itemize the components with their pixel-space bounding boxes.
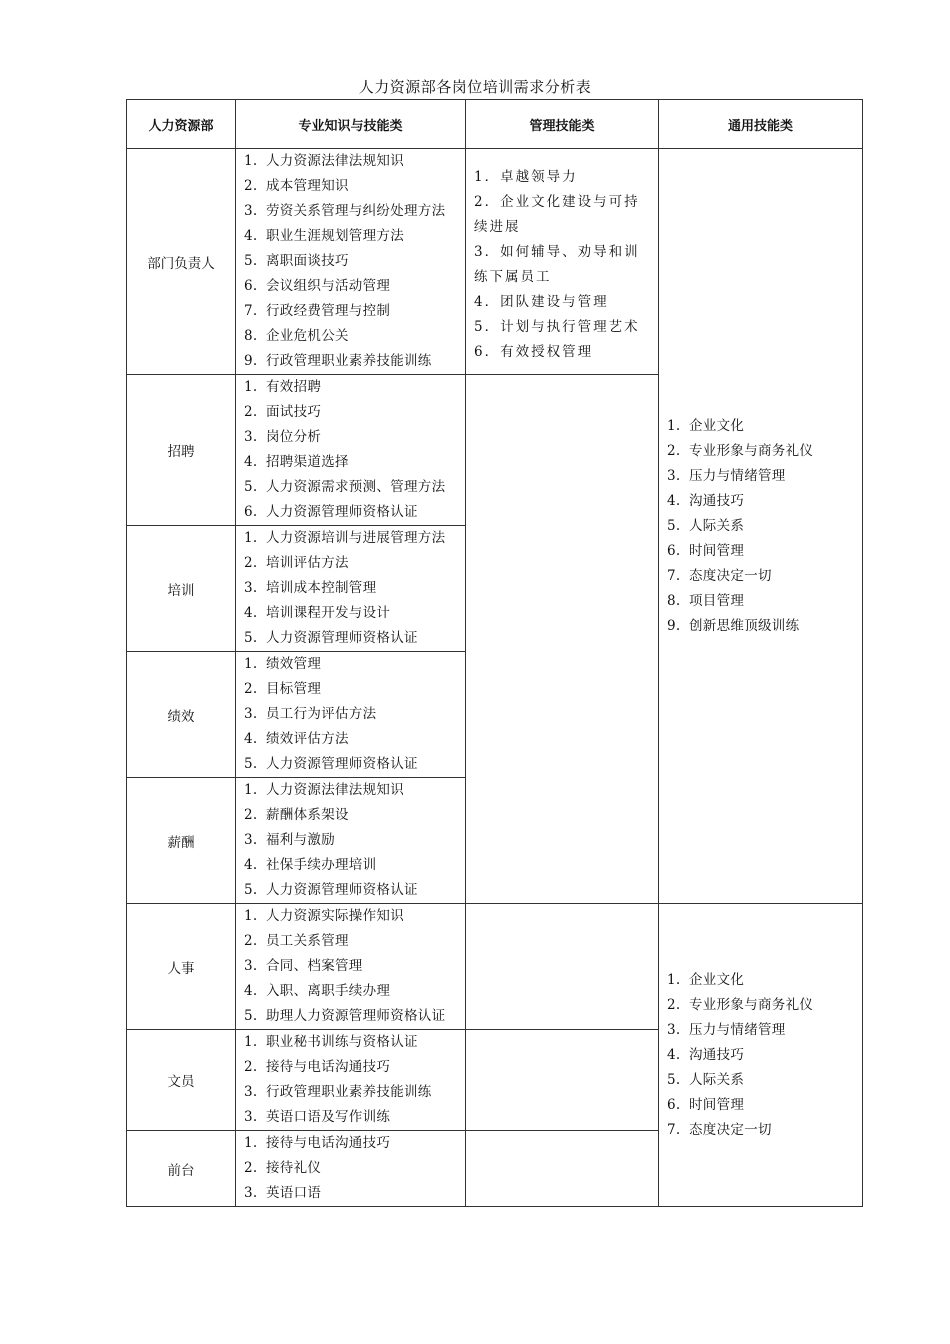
position-cell: 招聘 bbox=[127, 375, 236, 526]
item-text: 态度决定一切 bbox=[689, 1121, 772, 1138]
item-number: 1. bbox=[244, 153, 258, 169]
item-number: 1. bbox=[244, 1034, 258, 1050]
list-item bbox=[244, 702, 465, 727]
item-number: 3. bbox=[667, 467, 681, 484]
list-item bbox=[244, 149, 465, 174]
item-number: 4. bbox=[667, 492, 681, 509]
list-item bbox=[244, 652, 465, 677]
item-number: 3. bbox=[244, 832, 258, 848]
item-text: 人力资源培训与进展管理方法 bbox=[266, 530, 446, 546]
list-item bbox=[667, 589, 862, 614]
position-cell: 前台 bbox=[127, 1131, 236, 1207]
item-text: 沟通技巧 bbox=[689, 492, 745, 509]
management-cell-empty bbox=[466, 904, 659, 1030]
item-text: 成本管理知识 bbox=[266, 178, 349, 194]
position-cell: 文员 bbox=[127, 1030, 236, 1131]
position-cell: 部门负责人 bbox=[127, 149, 236, 375]
item-number: 1. bbox=[244, 656, 258, 672]
item-text: 会议组织与活动管理 bbox=[266, 278, 391, 294]
item-number: 6. bbox=[667, 542, 681, 559]
item-text: 招聘渠道选择 bbox=[266, 454, 349, 470]
item-text: 接待与电话沟通技巧 bbox=[266, 1135, 391, 1151]
list-item bbox=[244, 500, 465, 525]
item-number: 6. bbox=[244, 504, 258, 520]
item-text: 助理人力资源管理师资格认证 bbox=[266, 1008, 446, 1024]
list-item bbox=[244, 626, 465, 651]
item-text: 人际关系 bbox=[689, 517, 745, 534]
professional-cell bbox=[236, 149, 466, 375]
item-text: 接待礼仪 bbox=[266, 1160, 322, 1176]
list-item: 6．有效授权管理 bbox=[474, 343, 594, 360]
list-item bbox=[667, 414, 862, 439]
list-item: 5．计划与执行管理艺术 bbox=[474, 318, 640, 335]
management-cell-empty bbox=[466, 1030, 659, 1131]
item-text: 绩效管理 bbox=[266, 656, 322, 672]
item-text: 人力资源管理师资格认证 bbox=[266, 630, 418, 646]
item-number: 2. bbox=[244, 178, 258, 194]
list-item bbox=[244, 1181, 465, 1206]
item-text: 人力资源管理师资格认证 bbox=[266, 882, 418, 898]
table-row bbox=[127, 149, 863, 375]
header-row bbox=[127, 100, 863, 149]
item-number: 1. bbox=[244, 1135, 258, 1151]
professional-cell bbox=[236, 1030, 466, 1131]
item-number: 2. bbox=[667, 442, 681, 459]
list-item bbox=[244, 1055, 465, 1080]
list-item bbox=[667, 1068, 862, 1093]
item-text: 行政经费管理与控制 bbox=[266, 303, 391, 319]
list-item: 3．如何辅导、劝导和训练下属员工 bbox=[474, 243, 640, 285]
list-item bbox=[667, 968, 862, 993]
item-number: 2. bbox=[244, 1160, 258, 1176]
list-item bbox=[244, 878, 465, 903]
item-number: 3. bbox=[244, 1185, 258, 1201]
item-text: 劳资关系管理与纠纷处理方法 bbox=[266, 203, 446, 219]
item-number: 1. bbox=[244, 908, 258, 924]
management-cell-empty bbox=[466, 1131, 659, 1207]
header-dept: 人力资源部 bbox=[127, 100, 236, 149]
list-item bbox=[244, 828, 465, 853]
list-item bbox=[244, 1004, 465, 1029]
item-text: 人际关系 bbox=[689, 1071, 745, 1088]
item-number: 2. bbox=[244, 807, 258, 823]
item-text: 员工行为评估方法 bbox=[266, 706, 377, 722]
item-number: 4. bbox=[244, 983, 258, 999]
header-management: 管理技能类 bbox=[466, 100, 659, 149]
professional-cell bbox=[236, 526, 466, 652]
list-item bbox=[244, 752, 465, 777]
list-item bbox=[244, 853, 465, 878]
list-item bbox=[667, 1093, 862, 1118]
item-text: 培训成本控制管理 bbox=[266, 580, 377, 596]
list-item bbox=[244, 576, 465, 601]
item-text: 英语口语 bbox=[266, 1185, 322, 1201]
item-text: 培训评估方法 bbox=[266, 555, 349, 571]
list-item bbox=[244, 1105, 465, 1130]
item-text: 行政管理职业素养技能训练 bbox=[266, 353, 432, 369]
item-number: 3. bbox=[244, 580, 258, 596]
professional-cell bbox=[236, 1131, 466, 1207]
list-item bbox=[667, 439, 862, 464]
position-cell: 绩效 bbox=[127, 652, 236, 778]
item-number: 3. bbox=[244, 1084, 258, 1100]
item-text: 英语口语及写作训练 bbox=[266, 1109, 391, 1125]
item-text: 离职面谈技巧 bbox=[266, 253, 349, 269]
list-item bbox=[667, 539, 862, 564]
list-item bbox=[244, 475, 465, 500]
item-text: 福利与激励 bbox=[266, 832, 335, 848]
item-number: 6. bbox=[244, 278, 258, 294]
item-number: 2. bbox=[667, 996, 681, 1013]
item-text: 入职、离职手续办理 bbox=[266, 983, 391, 999]
list-item bbox=[244, 174, 465, 199]
item-text: 人力资源法律法规知识 bbox=[266, 782, 404, 798]
table-row bbox=[127, 904, 863, 1030]
item-number: 1. bbox=[667, 417, 681, 434]
list-item bbox=[667, 464, 862, 489]
item-text: 绩效评估方法 bbox=[266, 731, 349, 747]
item-text: 人力资源管理师资格认证 bbox=[266, 756, 418, 772]
item-text: 职业生涯规划管理方法 bbox=[266, 228, 404, 244]
item-number: 4. bbox=[244, 605, 258, 621]
list-item bbox=[244, 324, 465, 349]
list-item bbox=[244, 299, 465, 324]
list-item bbox=[244, 224, 465, 249]
item-text: 沟通技巧 bbox=[689, 1046, 745, 1063]
professional-cell bbox=[236, 652, 466, 778]
list-item bbox=[244, 400, 465, 425]
item-text: 创新思维顶级训练 bbox=[689, 617, 800, 634]
list-item bbox=[667, 489, 862, 514]
header-general: 通用技能类 bbox=[659, 100, 863, 149]
list-item bbox=[667, 1018, 862, 1043]
item-text: 专业形象与商务礼仪 bbox=[689, 442, 814, 459]
item-number: 2. bbox=[244, 933, 258, 949]
item-number: 2. bbox=[244, 555, 258, 571]
item-text: 人力资源需求预测、管理方法 bbox=[266, 479, 446, 495]
item-number: 4. bbox=[244, 857, 258, 873]
item-number: 1. bbox=[244, 379, 258, 395]
item-text: 时间管理 bbox=[689, 542, 745, 559]
item-text: 岗位分析 bbox=[266, 429, 322, 445]
page-title: 人力资源部各岗位培训需求分析表 bbox=[358, 78, 592, 96]
position-cell: 培训 bbox=[127, 526, 236, 652]
list-item: 1．卓越领导力 bbox=[474, 168, 578, 185]
list-item bbox=[667, 1043, 862, 1068]
list-item bbox=[244, 904, 465, 929]
item-number: 7. bbox=[667, 1121, 681, 1138]
list-item bbox=[244, 526, 465, 551]
item-number: 7. bbox=[244, 303, 258, 319]
list-item bbox=[244, 1030, 465, 1055]
item-number: 3. bbox=[244, 1109, 258, 1125]
item-text: 薪酬体系架设 bbox=[266, 807, 349, 823]
list-item bbox=[244, 349, 465, 374]
item-number: 3. bbox=[244, 706, 258, 722]
item-text: 时间管理 bbox=[689, 1096, 745, 1113]
list-item: 4．团队建设与管理 bbox=[474, 293, 609, 310]
item-text: 项目管理 bbox=[689, 592, 745, 609]
professional-cell bbox=[236, 778, 466, 904]
item-number: 8. bbox=[667, 592, 681, 609]
item-number: 2. bbox=[244, 1059, 258, 1075]
item-text: 合同、档案管理 bbox=[266, 958, 363, 974]
list-item bbox=[244, 954, 465, 979]
item-text: 职业秘书训练与资格认证 bbox=[266, 1034, 418, 1050]
list-item bbox=[244, 778, 465, 803]
item-number: 1. bbox=[667, 971, 681, 988]
list-item bbox=[244, 425, 465, 450]
training-needs-table bbox=[126, 99, 863, 1207]
list-item bbox=[244, 979, 465, 1004]
item-text: 人力资源管理师资格认证 bbox=[266, 504, 418, 520]
item-number: 3. bbox=[244, 429, 258, 445]
list-item bbox=[244, 929, 465, 954]
general-cell-lower bbox=[659, 904, 863, 1207]
item-text: 行政管理职业素养技能训练 bbox=[266, 1084, 432, 1100]
item-number: 3. bbox=[667, 1021, 681, 1038]
item-number: 8. bbox=[244, 328, 258, 344]
item-text: 压力与情绪管理 bbox=[689, 1021, 786, 1038]
list-item: 2．企业文化建设与可持续进展 bbox=[474, 193, 640, 235]
item-text: 企业文化 bbox=[689, 417, 745, 434]
professional-cell bbox=[236, 904, 466, 1030]
item-number: 4. bbox=[244, 454, 258, 470]
item-number: 2. bbox=[244, 404, 258, 420]
item-number: 5. bbox=[244, 882, 258, 898]
item-text: 社保手续办理培训 bbox=[266, 857, 377, 873]
item-number: 3. bbox=[244, 203, 258, 219]
list-item bbox=[244, 199, 465, 224]
position-cell: 人事 bbox=[127, 904, 236, 1030]
item-number: 1. bbox=[244, 782, 258, 798]
list-item bbox=[244, 375, 465, 400]
list-item bbox=[244, 677, 465, 702]
list-item bbox=[667, 564, 862, 589]
item-number: 9. bbox=[667, 617, 681, 634]
header-professional: 专业知识与技能类 bbox=[236, 100, 466, 149]
item-text: 企业文化 bbox=[689, 971, 745, 988]
item-number: 4. bbox=[244, 228, 258, 244]
item-number: 5. bbox=[244, 253, 258, 269]
list-item bbox=[244, 1131, 465, 1156]
general-cell-upper bbox=[659, 149, 863, 904]
item-text: 员工关系管理 bbox=[266, 933, 349, 949]
item-number: 1. bbox=[244, 530, 258, 546]
list-item bbox=[244, 450, 465, 475]
list-item bbox=[244, 274, 465, 299]
list-item bbox=[667, 1118, 862, 1143]
item-number: 6. bbox=[667, 1096, 681, 1113]
item-text: 态度决定一切 bbox=[689, 567, 772, 584]
item-number: 5. bbox=[667, 517, 681, 534]
item-text: 专业形象与商务礼仪 bbox=[689, 996, 814, 1013]
item-number: 2. bbox=[244, 681, 258, 697]
professional-cell bbox=[236, 375, 466, 526]
item-number: 9. bbox=[244, 353, 258, 369]
list-item bbox=[667, 993, 862, 1018]
list-item bbox=[244, 249, 465, 274]
item-number: 7. bbox=[667, 567, 681, 584]
item-number: 5. bbox=[667, 1071, 681, 1088]
item-number: 3. bbox=[244, 958, 258, 974]
item-text: 接待与电话沟通技巧 bbox=[266, 1059, 391, 1075]
list-item bbox=[244, 803, 465, 828]
item-number: 5. bbox=[244, 630, 258, 646]
item-text: 人力资源实际操作知识 bbox=[266, 908, 404, 924]
management-cell-empty bbox=[466, 375, 659, 904]
item-number: 4. bbox=[667, 1046, 681, 1063]
item-text: 培训课程开发与设计 bbox=[266, 605, 391, 621]
item-number: 5. bbox=[244, 479, 258, 495]
list-item bbox=[667, 614, 862, 639]
item-number: 5. bbox=[244, 1008, 258, 1024]
list-item bbox=[244, 1156, 465, 1181]
item-text: 有效招聘 bbox=[266, 379, 322, 395]
list-item bbox=[244, 551, 465, 576]
position-cell: 薪酬 bbox=[127, 778, 236, 904]
item-text: 面试技巧 bbox=[266, 404, 322, 420]
item-text: 目标管理 bbox=[266, 681, 322, 697]
list-item bbox=[244, 727, 465, 752]
item-text: 企业危机公关 bbox=[266, 328, 349, 344]
item-text: 压力与情绪管理 bbox=[689, 467, 786, 484]
list-item bbox=[244, 1080, 465, 1105]
item-number: 5. bbox=[244, 756, 258, 772]
list-item bbox=[244, 601, 465, 626]
item-text: 人力资源法律法规知识 bbox=[266, 153, 404, 169]
item-number: 4. bbox=[244, 731, 258, 747]
list-item bbox=[667, 514, 862, 539]
management-cell bbox=[466, 149, 659, 375]
